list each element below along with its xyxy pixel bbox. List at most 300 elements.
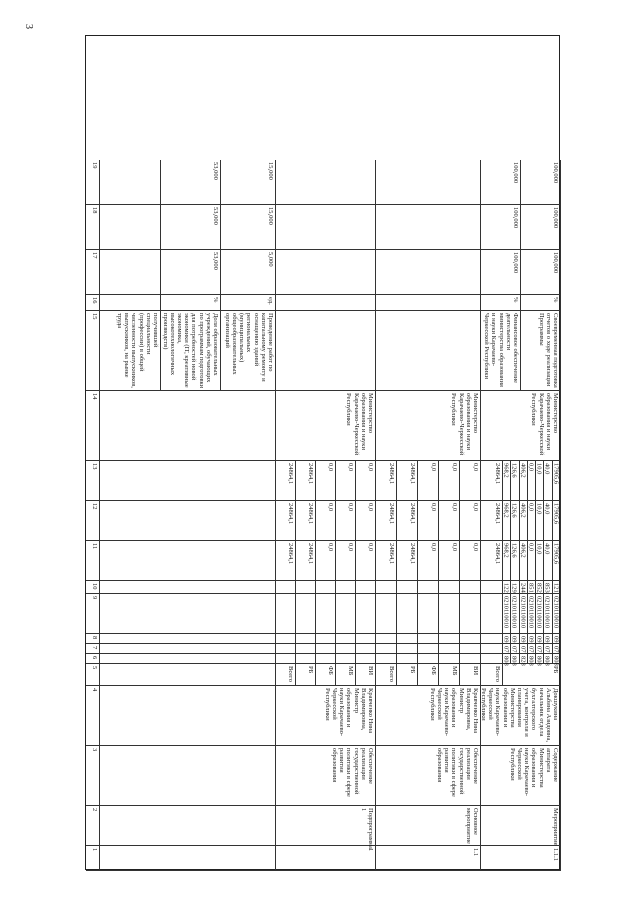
- section_1_1-code-3-9: [439, 581, 460, 594]
- s111-row-0-g-text: 808: [502, 656, 510, 666]
- s111-row-5-cs-text: 0210110010: [543, 596, 551, 629]
- section_1_1-amount-0-0-text: 24864,1: [388, 543, 395, 565]
- column-number-12: [86, 501, 100, 541]
- s111-row-3-v0-text: 0,0: [527, 543, 535, 552]
- s111-total-code-7: [481, 634, 503, 644]
- section_1_1-amount-4-2: [460, 461, 481, 501]
- s111-indicator-b-val-1-text: 100,000: [552, 207, 559, 229]
- indicator-1-val-1: [100, 205, 161, 250]
- section_1_1-code-2-5: [418, 654, 439, 664]
- column-number-5: [86, 664, 100, 686]
- section_1_1-ind-14: [376, 311, 481, 391]
- section_1_1-kind: [376, 806, 481, 846]
- indicator-3: [221, 311, 276, 391]
- section_1_1-code-1-7: [397, 634, 418, 644]
- section_1-amount-2-2-text: 0,0: [327, 463, 334, 472]
- section_1_1-code-0-5: [376, 654, 397, 664]
- section_1_1-code-4-7: [460, 634, 481, 644]
- section_1-amount-1-0: [296, 541, 316, 581]
- top-empty-7: [100, 634, 276, 644]
- s111-row-3-p-text: 09: [527, 636, 535, 643]
- indicator-2-val-0-text: 53,000: [212, 252, 219, 270]
- section_1_1-no: [376, 846, 481, 871]
- section_1-executor-text: Министерство образования и науки Карачаево-Черкесской Республики: [345, 393, 374, 456]
- section_1-code-0-9: [276, 581, 296, 594]
- section_1-source-0-text: Всего: [287, 666, 294, 682]
- section_1-source-2: [316, 664, 336, 686]
- s111-total-1: [481, 501, 503, 541]
- section_1_1-code-1-9: [397, 581, 418, 594]
- s111-executor: [481, 391, 561, 461]
- s111-total-1-text: 24864,1: [494, 503, 501, 525]
- s111-responsible: [481, 686, 561, 746]
- indicator-3-unit: [221, 295, 276, 311]
- section_1_1-amount-4-1: [460, 501, 481, 541]
- s111-row-6-cs-text: 0210110010: [551, 596, 559, 629]
- section_1-ind-17: [276, 205, 376, 250]
- section_1-code-1-9: [296, 581, 316, 594]
- s111-indicator-b-val-0: [521, 250, 561, 295]
- section_1_1-amount-1-0-text: 24864,1: [409, 543, 416, 565]
- s111-indicator-b-text: Своевременная подготовка отчетов о ходе реализации Программы: [537, 313, 559, 388]
- section_1-amount-4-2-text: 0,0: [367, 463, 374, 472]
- s111-row-4-p-text: 09: [535, 636, 543, 643]
- s111-indicator-a-text: Финансовое обеспечение деятельности министерства образования и науки Карачаево-Черкесской Республики: [483, 313, 519, 387]
- section_1-kind-text: Подпрограмма 1: [359, 808, 374, 849]
- column-number-9-text: 9: [91, 596, 98, 600]
- s111-row-4-cs-text: 0210110010: [535, 596, 543, 629]
- s111-row-4-v2-text: 10,0: [535, 463, 543, 475]
- top-empty-8: [100, 594, 276, 634]
- top-empty-2: [100, 746, 276, 806]
- section_1_1-amount-1-2: [397, 461, 418, 501]
- top-empty-13: [100, 391, 276, 461]
- section_1-amount-0-2-text: 24864,1: [287, 463, 294, 485]
- column-number-4: [86, 686, 100, 746]
- s111-row-2-r-text: 07: [518, 646, 526, 653]
- indicator-1-unit: [100, 295, 161, 311]
- section_1_1-code-0-6: [376, 644, 397, 654]
- column-number-11-text: 11: [91, 543, 98, 550]
- column-number-6-text: 6: [91, 656, 98, 660]
- indicator-2: [161, 311, 221, 391]
- column-number-17: [86, 250, 100, 295]
- section_1-code-0-6: [276, 644, 296, 654]
- s111-indicator-a-val-1-text: 100,000: [512, 207, 519, 229]
- section_1-code-4-8: [356, 594, 376, 634]
- section_1-code-4-6: [356, 644, 376, 654]
- section_1_1-code-4-9: [460, 581, 481, 594]
- indicator-3-val-2: [221, 160, 276, 205]
- s111-total-code-6: [481, 644, 503, 654]
- section_1_1-source-1-text: РБ: [409, 666, 416, 674]
- top-empty-1: [100, 806, 276, 846]
- s111-indicator-b: [521, 311, 561, 391]
- column-number-10: [86, 581, 100, 594]
- s111-total-0: [481, 541, 503, 581]
- indicator-1-val-2: [100, 160, 161, 205]
- section_1_1-amount-2-1: [418, 501, 439, 541]
- section_1_1-amount-4-1-text: 0,0: [472, 503, 479, 512]
- top-empty-10: [100, 541, 276, 581]
- indicator-3-unit-text: ед.: [267, 297, 274, 305]
- column-number-16: [86, 295, 100, 311]
- section_1-code-2-5: [316, 654, 336, 664]
- column-number-2-text: 2: [91, 808, 98, 812]
- section_1-source-1-text: РБ: [307, 666, 314, 674]
- s111-total-code-9: [481, 581, 503, 594]
- column-number-1-text: 1: [91, 848, 98, 852]
- section_1_1-name-text: Обеспечение реализации государственной политики в сфере развития образования: [435, 748, 479, 797]
- section_1_1-amount-0-2-text: 24864,1: [388, 463, 395, 485]
- s111-indicator-a-unit-text: %: [512, 297, 519, 303]
- s111-name-text: Содержание аппарата Министерства образования и науки Карачаево-Черкесской Республики: [508, 748, 559, 797]
- s111-row-3-v2-text: 0,0: [527, 463, 535, 472]
- s111-name: [481, 746, 561, 806]
- column-number-15-text: 15: [91, 313, 98, 320]
- s111-total-code-5: [481, 654, 503, 664]
- s111-row-3-r-text: 07: [527, 646, 535, 653]
- column-number-3: [86, 746, 100, 806]
- top-empty-6: [100, 644, 276, 654]
- section_1_1-source-4: [460, 664, 481, 686]
- s111-row-0-v2-text: 968,2: [502, 463, 510, 478]
- section_1_1-ind-17: [376, 205, 481, 250]
- section_1_1-amount-3-0-text: 0,0: [451, 543, 458, 552]
- top-empty-band: [100, 846, 276, 871]
- section_1-amount-1-0-text: 24864,1: [307, 543, 314, 565]
- column-number-18: [86, 205, 100, 250]
- s111-indicator-a-unit: [481, 295, 521, 311]
- s111-row-1-r-text: 07: [510, 646, 518, 653]
- section_1_1-amount-4-0: [460, 541, 481, 581]
- section_1_1-amount-4-2-text: 0,0: [472, 463, 479, 472]
- top-empty-9: [100, 581, 276, 594]
- section_1-code-0-8: [276, 594, 296, 634]
- column-number-8-text: 8: [91, 636, 98, 640]
- column-number-3-text: 3: [91, 748, 98, 752]
- section_1_1-code-3-5: [439, 654, 460, 664]
- section_1_1-code-2-8: [418, 594, 439, 634]
- s111-indicator-b-val-0-text: 100,000: [552, 252, 559, 274]
- section_1_1-amount-3-1: [439, 501, 460, 541]
- section_1_1-amount-3-2: [439, 461, 460, 501]
- section_1-code-2-8: [316, 594, 336, 634]
- column-number-16-text: 16: [91, 297, 98, 304]
- s111-row-1-v0-text: 126,6: [510, 543, 518, 558]
- s111-row-6-p-text: 09: [551, 636, 559, 643]
- section_1-amount-4-1: [356, 501, 376, 541]
- s111-row-5-g-text: 808: [543, 656, 551, 666]
- s111-kind: [481, 806, 561, 846]
- section_1_1-amount-2-1-text: 0,0: [430, 503, 437, 512]
- section_1-amount-2-0-text: 0,0: [327, 543, 334, 552]
- s111-row-2-vr-text: 244: [518, 583, 526, 593]
- s111-indicator-b-val-2: [521, 160, 561, 205]
- s111-row-6-v1: [553, 501, 561, 541]
- section_1-amount-2-1: [316, 501, 336, 541]
- column-number-4-text: 4: [91, 688, 98, 692]
- s111-row-6-g-text: 808: [551, 656, 559, 666]
- s111-row-0-r-text: 07: [502, 646, 510, 653]
- indicator-3-val-1-text: 15,000: [267, 207, 274, 225]
- column-number-5-text: 5: [91, 666, 98, 670]
- budget-table: [85, 35, 560, 870]
- section_1_1-amount-1-0: [397, 541, 418, 581]
- section_1-code-1-8: [296, 594, 316, 634]
- section_1-source-4-text: ВИ: [367, 666, 374, 676]
- section_1-amount-1-1-text: 24864,1: [307, 503, 314, 525]
- section_1-code-2-7: [316, 634, 336, 644]
- section_1_1-amount-1-1-text: 24864,1: [409, 503, 416, 525]
- section_1-amount-0-0: [276, 541, 296, 581]
- section_1_1-no-text: 1.1: [472, 848, 479, 857]
- s111-row-1-v2-text: 126,6: [510, 463, 518, 478]
- section_1-source-3: [336, 664, 356, 686]
- indicator-3-val-0-text: 5,000: [267, 252, 274, 267]
- s111-row-2-v1-text: 406,2: [518, 503, 526, 518]
- s111-indicator-b-unit-text: %: [552, 297, 559, 303]
- s111-total-code-8: [481, 594, 503, 634]
- s111-row-1-v1-text: 126,6: [510, 503, 518, 518]
- s111-indicator-b-val-2-text: 100,000: [552, 162, 559, 184]
- s111-row-5-v1-text: 40,0: [543, 503, 551, 515]
- section_1_1-ind-18: [376, 160, 481, 205]
- section_1-source-2-text: ФБ: [327, 666, 334, 675]
- section_1-amount-1-2-text: 24864,1: [307, 463, 314, 485]
- s111-row-6-v2: [553, 461, 561, 501]
- column-number-19: [86, 160, 100, 205]
- s111-row-5-v2-text: 40,0: [543, 463, 551, 475]
- section_1_1-amount-0-1-text: 24864,1: [388, 503, 395, 525]
- indicator-3-val-1: [221, 205, 276, 250]
- section_1-code-1-6: [296, 644, 316, 654]
- column-number-19-text: 19: [91, 162, 98, 169]
- section_1_1-code-2-9: [418, 581, 439, 594]
- s111-row-2-cs-text: 0210110010: [518, 596, 526, 629]
- s111-row-2-v2-text: 406,2: [518, 463, 526, 478]
- section_1_1-source-1: [397, 664, 418, 686]
- section_1-amount-3-0-text: 0,0: [347, 543, 354, 552]
- section_1-ind-15: [276, 295, 376, 311]
- section_1_1-code-2-6: [418, 644, 439, 654]
- s111-row-1-g-text: 808: [510, 656, 518, 666]
- s111-indicator-a-val-2-text: 100,000: [512, 162, 519, 184]
- section_1-amount-0-1: [276, 501, 296, 541]
- section_1-amount-3-2: [336, 461, 356, 501]
- s111-row-6-v2-text: 17905,6: [551, 463, 559, 485]
- s111-row-4-r-text: 07: [535, 646, 543, 653]
- section_1-amount-0-2: [276, 461, 296, 501]
- column-number-15: [86, 311, 100, 391]
- s111-row-0-v1-text: 968,2: [502, 503, 510, 518]
- section_1_1-amount-1-2-text: 24864,1: [409, 463, 416, 485]
- s111-row-6-cs: [553, 594, 561, 634]
- section_1-name: [276, 746, 376, 806]
- indicator-2-val-0: [161, 250, 221, 295]
- section_1-ind-18: [276, 160, 376, 205]
- section_1-amount-2-2: [316, 461, 336, 501]
- s111-row-5-v0-text: 40,0: [543, 543, 551, 555]
- column-number-14: [86, 391, 100, 461]
- section_1_1-code-0-7: [376, 634, 397, 644]
- section_1_1-amount-3-1-text: 0,0: [451, 503, 458, 512]
- s111-total-label-text: Всего: [494, 666, 501, 682]
- top-empty-12: [100, 461, 276, 501]
- s111-responsible-text: Докшукина Альбина Азидовна, начальник отдела бухгалтерского учета, контроля и планирования Министерства образования и науки Карачаево-Черкесской Республики: [479, 688, 559, 743]
- section_1_1-source-3-text: МБ: [451, 666, 458, 676]
- indicator-2-unit: [161, 295, 221, 311]
- section_1-source-3-text: МБ: [347, 666, 354, 676]
- section_1_1-code-3-6: [439, 644, 460, 654]
- section_1-kind: [276, 806, 376, 849]
- indicator-2-val-2-text: 53,000: [212, 162, 219, 180]
- section_1_1-responsible: [376, 686, 481, 746]
- page-number: 3: [23, 24, 34, 29]
- indicator-3-val-0: [221, 250, 276, 295]
- column-number-12-text: 12: [91, 503, 98, 510]
- section_1-code-3-7: [336, 634, 356, 644]
- section_1-source-0: [276, 664, 296, 686]
- indicator-2-val-1: [161, 205, 221, 250]
- top-empty-5: [100, 654, 276, 664]
- section_1-code-1-7: [296, 634, 316, 644]
- s111-indicator-a-val-0: [481, 250, 521, 295]
- section_1-code-3-5: [336, 654, 356, 664]
- section_1-amount-1-1: [296, 501, 316, 541]
- column-number-7-text: 7: [91, 646, 98, 650]
- column-number-2: [86, 806, 100, 846]
- section_1_1-amount-2-2: [418, 461, 439, 501]
- s111-row-3-g-text: 808: [527, 656, 535, 666]
- indicator-2-text: Доля образовательных учреждений, обучающих по программам подготовки для потребностей новой экономики (IT, креативные экономика, высокотехнологичных производств): [161, 313, 219, 389]
- s111-row-5-r-text: 07: [543, 646, 551, 653]
- section_1-amount-0-1-text: 24864,1: [287, 503, 294, 525]
- section_1_1-code-4-5: [460, 654, 481, 664]
- s111-row-0-p-text: 09: [502, 636, 510, 643]
- section_1_1-amount-0-1: [376, 501, 397, 541]
- section_1-code-0-5: [276, 654, 296, 664]
- s111-row-5-p-text: 09: [543, 636, 551, 643]
- s111-total-label: [481, 664, 503, 686]
- section_1_1-name: [376, 746, 481, 806]
- section_1_1-code-2-7: [418, 634, 439, 644]
- section_1_1-code-1-5: [397, 654, 418, 664]
- section_1_1-code-4-6: [460, 644, 481, 654]
- s111-row-6-r: [553, 644, 561, 654]
- s111-row-6-v1-text: 17905,6: [551, 503, 559, 525]
- s111-total-2: [481, 461, 503, 501]
- section_1_1-executor: [376, 391, 481, 461]
- s111-row-4-g-text: 808: [535, 656, 543, 666]
- s111-no: [481, 846, 561, 871]
- s111-rb-label: [503, 664, 561, 686]
- section_1_1-amount-2-0: [418, 541, 439, 581]
- section_1_1-executor-text: Министерство образования и науки Карачаево-Черкесской Республики: [450, 393, 479, 456]
- indicator-1-text: получившей специальности (профессии) в общей численности выпускников, выпускников, на рынке труда: [115, 313, 159, 388]
- section_1_1-ind-16: [376, 250, 481, 295]
- column-number-17-text: 17: [91, 252, 98, 259]
- section_1-code-2-6: [316, 644, 336, 654]
- section_1-amount-2-1-text: 0,0: [327, 503, 334, 512]
- s111-row-6-p: [553, 634, 561, 644]
- section_1-source-1: [296, 664, 316, 686]
- section_1-code-1-5: [296, 654, 316, 664]
- column-number-14-text: 14: [91, 393, 98, 400]
- s111-row-1-p-text: 09: [510, 636, 518, 643]
- s111-row-4-v0-text: 10,0: [535, 543, 543, 555]
- s111-row-6-v0: [553, 541, 561, 581]
- section_1_1-amount-2-0-text: 0,0: [430, 543, 437, 552]
- section_1_1-amount-1-1: [397, 501, 418, 541]
- section_1-code-3-8: [336, 594, 356, 634]
- section_1_1-source-2: [418, 664, 439, 686]
- section_1_1-amount-4-0-text: 0,0: [472, 543, 479, 552]
- section_1-code-2-9: [316, 581, 336, 594]
- section_1-code-3-6: [336, 644, 356, 654]
- section_1-code-4-7: [356, 634, 376, 644]
- section_1-code-0-7: [276, 634, 296, 644]
- section_1_1-amount-0-2: [376, 461, 397, 501]
- section_1-code-4-5: [356, 654, 376, 664]
- section_1-ind-14: [276, 311, 376, 391]
- section_1_1-code-3-8: [439, 594, 460, 634]
- section_1-executor: [276, 391, 376, 461]
- s111-indicator-b-unit: [521, 295, 561, 311]
- section_1-amount-4-0: [356, 541, 376, 581]
- s111-row-0-v0-text: 968,2: [502, 543, 510, 558]
- s111-indicator-a-val-2: [481, 160, 521, 205]
- s111-row-3-cs-text: 0210110010: [527, 596, 535, 629]
- column-number-13-text: 13: [91, 463, 98, 470]
- s111-row-0-vr-text: 122: [502, 583, 510, 593]
- column-number-18-text: 18: [91, 207, 98, 214]
- s111-row-6-g: [553, 654, 561, 664]
- s111-no-text: 1.1.1: [552, 848, 559, 861]
- s111-total-0-text: 24864,1: [494, 543, 501, 565]
- column-number-1: [86, 846, 100, 871]
- s111-indicator-b-val-1: [521, 205, 561, 250]
- s111-indicator-a: [481, 311, 521, 391]
- s111-row-2-g-text: 828: [518, 656, 526, 666]
- s111-kind-text: Мероприятие: [552, 808, 559, 846]
- s111-row-6-r-text: 07: [551, 646, 559, 653]
- column-number-6: [86, 654, 100, 664]
- section_1-no: [276, 846, 376, 871]
- section_1-amount-3-1: [336, 501, 356, 541]
- section_1-responsible-text: Кравченко Нина Владимировна, Министр образования и науки Карачаево-Черкесской Республики: [323, 688, 374, 737]
- section_1_1-ind-15: [376, 295, 481, 311]
- indicator-2-val-1-text: 53,000: [212, 207, 219, 225]
- section_1_1-kind-text: Основное мероприятие: [464, 808, 479, 844]
- section_1_1-code-3-7: [439, 634, 460, 644]
- section_1_1-code-4-8: [460, 594, 481, 634]
- section_1-responsible: [276, 686, 376, 746]
- indicator-1-val-0: [100, 250, 161, 295]
- s111-row-4-vr-text: 852: [535, 583, 543, 593]
- column-number-9: [86, 594, 100, 634]
- section_1-code-4-9: [356, 581, 376, 594]
- section_1_1-amount-3-2-text: 0,0: [451, 463, 458, 472]
- column-number-13: [86, 461, 100, 501]
- section_1-source-4: [356, 664, 376, 686]
- s111-row-0-cs-text: 0210110010: [502, 596, 510, 629]
- s111-row-3-v1-text: 0,0: [527, 503, 535, 512]
- indicator-1: [100, 311, 161, 391]
- section_1-amount-3-2-text: 0,0: [347, 463, 354, 472]
- section_1_1-code-1-6: [397, 644, 418, 654]
- section_1_1-source-3: [439, 664, 460, 686]
